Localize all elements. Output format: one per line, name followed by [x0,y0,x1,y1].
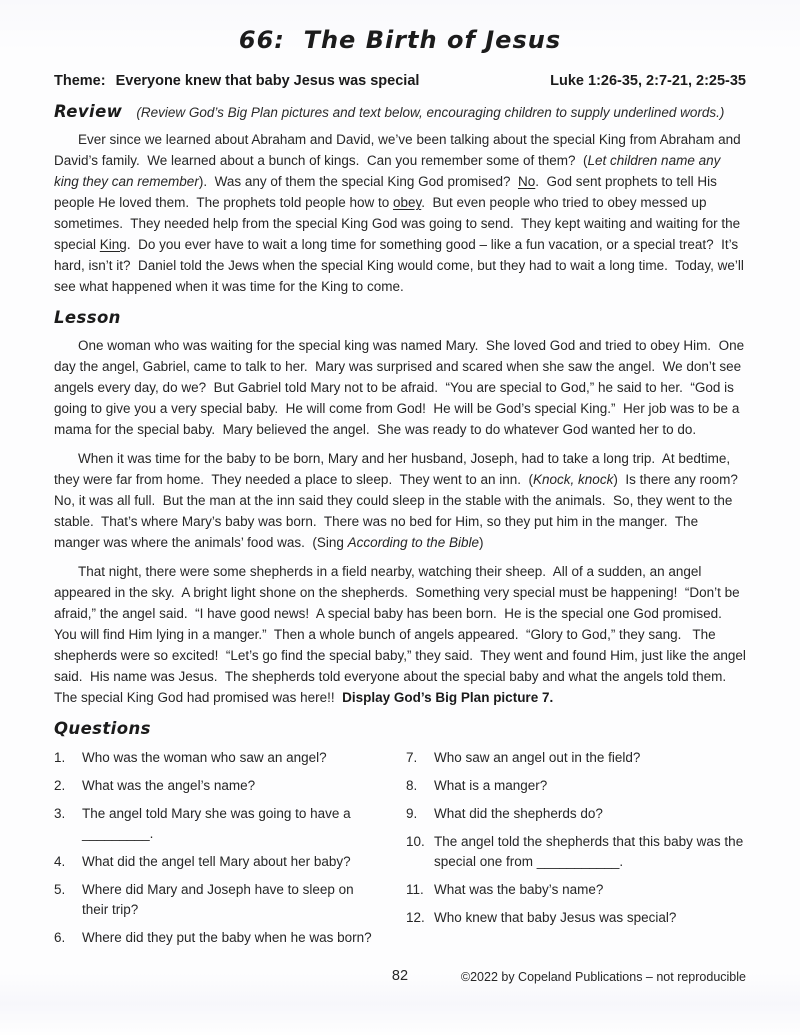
question-text: Who was the woman who saw an angel? [82,750,327,765]
question-text: Where did they put the baby when he was born? [82,930,372,945]
question-item [54,880,380,920]
lesson-heading: Lesson [54,308,121,327]
text-run: That night, there were some shepherds in a field nearby, watching their sheep. All of a sudden, an angel appeared in the sky. A bright light shone on the shepherds. Something very special must be happening! “Don’t be afraid,” the angel said. “I have good news! A special baby has been born. He is the special one God promised. You will find Him lying in a manger.” Then a whole bunch of angels appeared. “Glory to God,” they sang. The shepherds were so excited! “Let’s go find the special baby,” they said. They went and found Him, just like the angel said. His name was Jesus. The shepherds told everyone about the special baby and what the angels told them. The special King God had promised was here!! [54,564,750,705]
theme-text: Everyone knew that baby Jesus was special [115,73,420,89]
question-item [406,776,746,796]
question-number: 11. [406,882,424,897]
review-note: (Review God’s Big Plan pictures and text below, encouraging children to supply underlined words.) [136,105,725,120]
text-run: ). Was any of them the special King God promised? [198,174,518,189]
questions-columns [54,748,746,948]
questions-left-column [54,748,380,948]
question-item [406,748,746,768]
question-item [406,832,746,872]
text-run: ) [478,535,484,550]
question-text: Who saw an angel out in the field? [434,750,641,765]
questions-heading: Questions [54,719,151,738]
question-text: What did the shepherds do? [434,806,603,821]
question-item [406,804,746,824]
question-number: 10. [406,834,425,849]
question-item [54,748,380,768]
theme-row [54,73,746,89]
question-text: What was the baby’s name? [434,882,604,897]
lesson-paragraph-3 [54,561,750,708]
question-number: 6. [54,930,66,945]
text-run: ) Is there any room? No, it was all full. But the man at the inn said they could sleep in the stable with the animals. So, they went to the stable. That’s where Mary’s baby was born. There was no bed for Him, so they put him in the manger. The manger was where the animals’ food was. (Sing [54,472,746,550]
question-item [54,852,380,872]
review-heading-row [54,101,746,123]
question-number: 7. [406,750,418,765]
question-item [54,804,380,844]
question-text: The angel told Mary she was going to have a _________. [82,806,351,841]
lesson-paragraph-1 [54,335,746,440]
underlined-word: obey [392,195,422,210]
text-run: . God sent prophets to tell His people He loved them. The prophets told people how to [54,174,721,210]
question-text: The angel told the shepherds that this baby was the special one from ___________. [434,834,744,869]
question-item [54,776,380,796]
bold-text: Display God’s Big Plan picture 7. [342,690,554,705]
lesson-paragraph-2 [54,448,746,553]
copyright-text: ©2022 by Copeland Publications – not reproducible [460,970,746,984]
question-number: 12. [406,910,425,925]
page-title: 66: The Birth of Jesus [238,26,562,54]
italic-text: According to the Bible [347,535,479,550]
question-number: 4. [54,854,66,869]
question-text: Where did Mary and Joseph have to sleep on their trip? [82,882,354,917]
italic-text: Let children name any king they can remember [54,153,725,189]
questions-right-column [406,748,746,948]
italic-text: Knock, knock [533,472,614,487]
page-number: 82 [391,968,409,984]
question-number: 5. [54,882,66,897]
question-text: What is a manger? [434,778,548,793]
text-run: . But even people who tried to obey messed up sometimes. They needed help from the special King God was going to send. They kept waiting and waiting for the special [54,195,744,252]
text-run: Ever since we learned about Abraham and David, we’ve been talking about the special King from Abraham and David’s family. We learned about a bunch of kings. Can you remember some of them? ( [54,132,745,168]
question-number: 2. [54,778,66,793]
question-text: Who knew that baby Jesus was special? [434,910,677,925]
page-footer [54,968,746,992]
question-item [406,880,746,900]
review-heading: Review [54,102,123,121]
text-run: . Do you ever have to wait a long time for something good – like a fun vacation, or a special treat? It’s hard, isn’t it? Daniel told the Jews when the special King would come, but they had to wait a long time. Today, we’ll see what happened when it was time for the King to come. [54,237,748,294]
underlined-word: King [99,237,127,252]
theme-label: Theme: [54,73,106,89]
review-paragraph [54,129,746,297]
question-text: What was the angel’s name? [82,778,256,793]
theme-group [54,73,419,89]
question-number: 3. [54,806,66,821]
scripture-reference: Luke 1:26-35, 2:7-21, 2:25-35 [550,73,746,89]
question-item [54,928,380,948]
question-text: What did the angel tell Mary about her baby? [82,854,351,869]
underlined-word: No [517,174,536,189]
question-number: 8. [406,778,418,793]
question-number: 9. [406,806,418,821]
text-run: One woman who was waiting for the special king was named Mary. She loved God and tried to obey Him. One day the angel, Gabriel, came to talk to her. Mary was surprised and scared when she saw the angel. We don’t see angels every day, do we? But Gabriel told Mary not to be afraid. “You are special to God,” he said to her. “God is going to give you a very special baby. He will come from God! He will be God’s special King.” Her job was to be a mama for the special baby. Mary believed the angel. She was ready to do whatever God wanted her to do. [54,338,748,437]
text-run: When it was time for the baby to be born, Mary and her husband, Joseph, had to take a long trip. At bedtime, they were far from home. They needed a place to sleep. They went to an inn. ( [54,451,734,487]
question-number: 1. [54,750,66,765]
question-item [406,908,746,928]
